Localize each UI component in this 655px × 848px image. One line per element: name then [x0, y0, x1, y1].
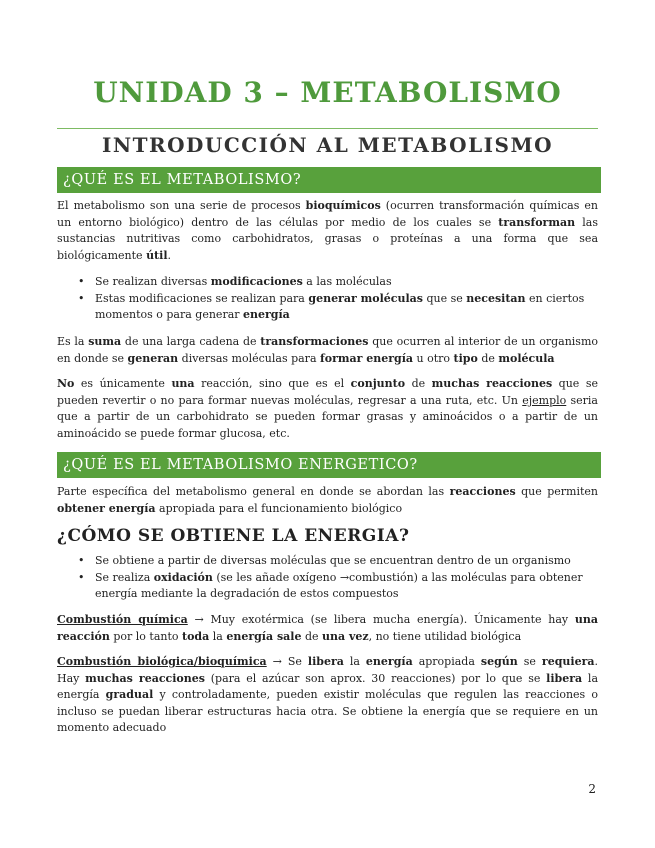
paragraph-conjunto [57, 376, 598, 442]
text-run: que permiten [515, 485, 598, 498]
text-run: útil [146, 248, 168, 262]
text-run: es únicamente [74, 377, 172, 390]
list-item [57, 291, 598, 324]
text-run: suma [88, 335, 122, 348]
text-run: una vez [322, 629, 369, 643]
paragraph-combustion-quimica [57, 612, 598, 645]
text-run: modificaciones [210, 275, 303, 288]
text-run: ejemplo [522, 393, 567, 407]
section-heading-energetico: ¿QUÉ ES EL METABOLISMO ENERGETICO? [57, 452, 601, 478]
text-run: en ciertos momentos o para generar [95, 291, 585, 321]
text-run: Es la [57, 335, 89, 348]
text-run: necesitan [466, 291, 526, 305]
text-run: energía [243, 308, 290, 321]
page-title: UNIDAD 3 – METABOLISMO [93, 76, 562, 109]
text-run: la [343, 655, 366, 668]
text-run: muchas reacciones [85, 671, 205, 685]
text-run: (se les añade oxígeno →combustión) a las moléculas para obtener energía mediante la degradación de estos compuestos [95, 570, 583, 600]
subheading-obtener-energia: ¿CÓMO SE OBTIENE LA ENERGIA? [57, 526, 410, 546]
text-run: libera [546, 671, 583, 685]
text-run: se [517, 655, 542, 668]
text-run: oxidación [153, 570, 213, 584]
title-divider [57, 128, 598, 129]
text-run: de [405, 377, 432, 390]
text-run: energía [365, 655, 413, 668]
bullet-list-modificaciones [57, 274, 598, 324]
text-run: de una larga cadena de [121, 335, 261, 348]
text-run: Combustión biológica/bioquímica [57, 655, 267, 668]
paragraph-suma [57, 334, 598, 367]
text-run: según [480, 655, 518, 668]
text-run: reacciones [449, 485, 516, 498]
list-item [57, 553, 598, 570]
text-run: obtener energía [57, 501, 156, 515]
text-run: de [477, 351, 499, 365]
text-run: No [57, 377, 75, 390]
text-run: Se obtiene a partir de diversas moléculas que se encuentran dentro de un organismo [95, 554, 571, 567]
text-run: conjunto [350, 377, 406, 390]
text-run: que se pueden revertir o no para formar nuevas moléculas, regresar a una ruta, etc. Un [57, 377, 598, 407]
text-run: El metabolismo son una serie de procesos [57, 199, 306, 212]
text-run: que ocurren al interior de un organismo en donde se [57, 335, 599, 365]
text-run: Combustión química [57, 613, 188, 626]
paragraph-definition [57, 198, 598, 264]
text-run: por lo tanto [109, 629, 182, 643]
text-run: energía sale [226, 629, 302, 643]
text-run: a las moléculas [302, 275, 392, 288]
text-run: gradual [105, 688, 154, 701]
text-run: (para el azúcar son aprox. 30 reacciones) por lo que se [204, 671, 547, 685]
paragraph-energetico [57, 484, 598, 517]
text-run: reacción, sino que es el [194, 377, 351, 390]
text-run: libera [307, 655, 344, 668]
text-run: una [171, 377, 195, 390]
text-run: Estas modificaciones se realizan para [95, 291, 309, 305]
text-run: , no tiene utilidad biológica [368, 629, 522, 643]
text-run: (ocurren transformación químicas en un entorno biológico) dentro de las células por medio de los cuales se [57, 199, 598, 229]
text-run: toda [182, 629, 210, 643]
text-run: formar energía [320, 351, 414, 365]
text-run: de [301, 629, 322, 643]
text-run: → Se [266, 655, 308, 668]
text-run: transforman [498, 215, 576, 229]
paragraph-combustion-biologica [57, 654, 598, 737]
list-item [57, 274, 598, 291]
text-run: Se realizan diversas [95, 275, 211, 288]
text-run: la energía [57, 671, 598, 701]
text-run: las sustancias nutritivas como carbohidratos, grasas o proteínas a una forma que sea biológicamente [57, 215, 598, 262]
page-number: 2 [588, 782, 596, 796]
text-run: apropiada [412, 655, 481, 668]
bullet-list-energia [57, 553, 598, 603]
text-run: requiera [541, 655, 595, 668]
text-run: Se realiza [95, 570, 154, 584]
text-run: y controladamente, pueden existir moléculas que regulen las reacciones o incluso se puedan liberar estructuras hacia otra. Se obtiene la energía que se requiere en un momento adecuado [57, 688, 598, 734]
list-item [57, 570, 598, 603]
text-run: tipo [453, 351, 478, 365]
text-run: molécula [498, 351, 555, 365]
text-run: generar moléculas [308, 291, 423, 305]
text-run: la [209, 629, 227, 643]
text-run: apropiada para el funcionamiento biológico [155, 501, 403, 515]
text-run: . Hay [57, 655, 598, 685]
section-heading-metabolismo: ¿QUÉ ES EL METABOLISMO? [57, 167, 601, 193]
text-run: generan [127, 351, 179, 365]
text-run: que se [422, 291, 467, 305]
page-subtitle: INTRODUCCIÓN AL METABOLISMO [101, 133, 554, 157]
text-run: u otro [413, 351, 454, 365]
text-run: . [167, 248, 171, 262]
text-run: diversas moléculas para [178, 351, 320, 365]
text-run: bioquímicos [305, 199, 381, 212]
text-run: una reacción [57, 613, 598, 643]
text-run: transformaciones [260, 335, 369, 348]
text-run: seria que a partir de un carbohidrato se pueden formar grasas y aminoácidos o a partir de un aminoácido se puede formar glucosa, etc. [57, 393, 598, 440]
text-run: → Muy exotérmica (se libera mucha energía). Únicamente hay [187, 613, 575, 626]
text-run: Parte específica del metabolismo general en donde se abordan las [57, 485, 450, 498]
text-run: muchas reacciones [431, 377, 553, 390]
